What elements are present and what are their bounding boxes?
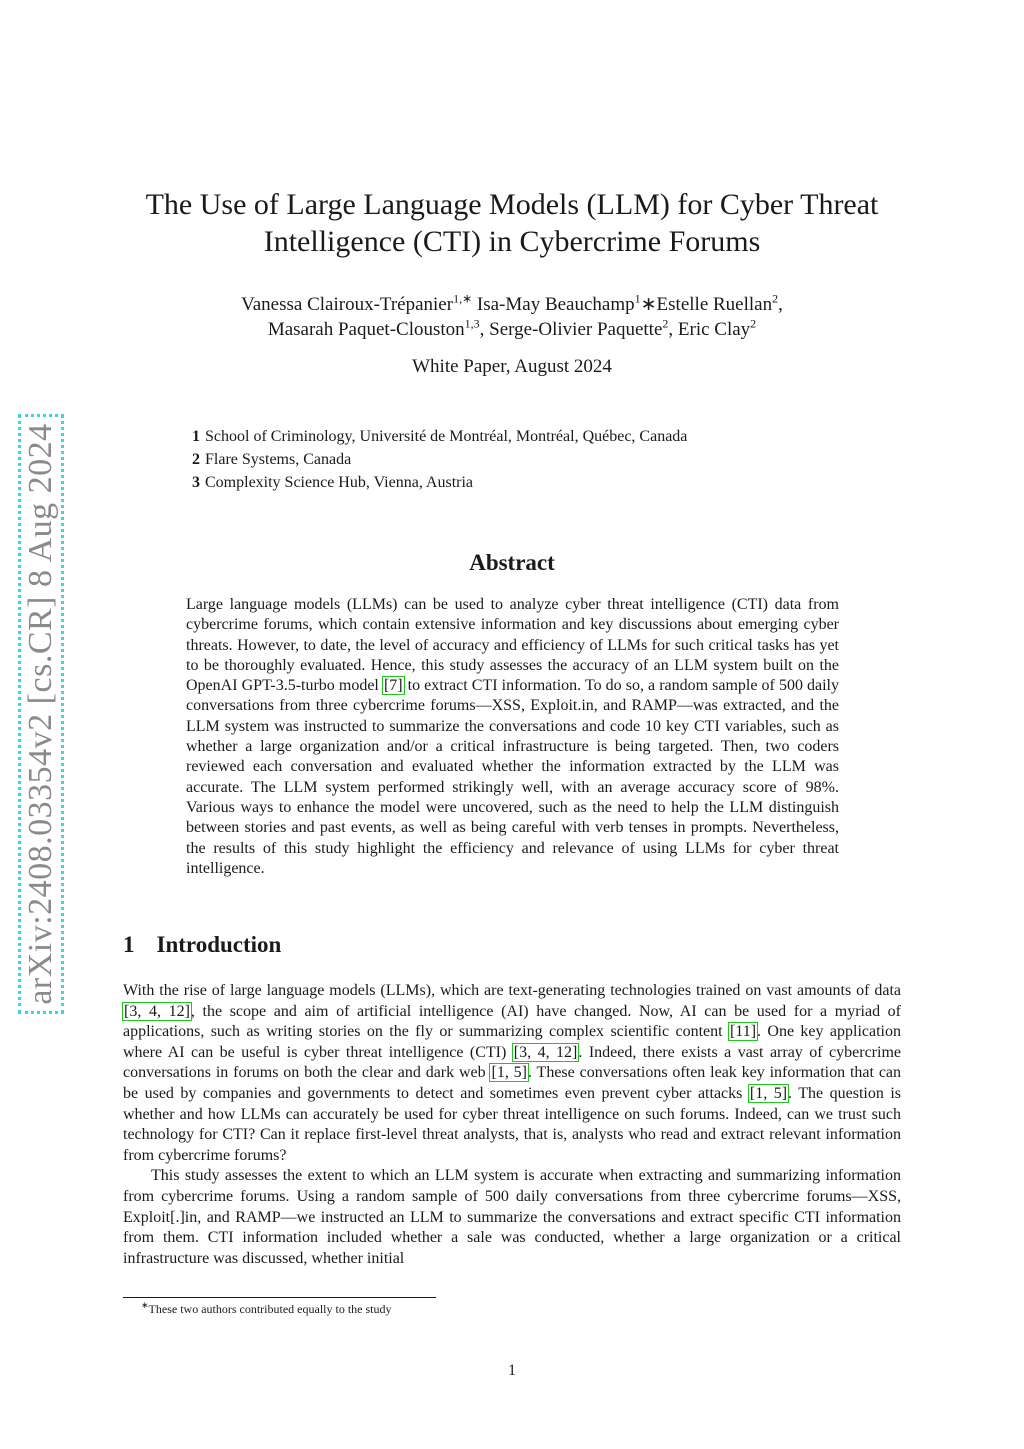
footnote-mark: ∗ (141, 1300, 149, 1310)
paragraph: This study assesses the extent to which an LLM system is accurate when extracting and summarizing information from cybercrime forums. Using a random sample of 500 daily conversations from three cybercrime forums—XSS, Exploit[.]in, and RAMP—we instructed an LLM to summarize the conversations and extract specific CTI information from them. CTI information included whether a sale was conducted, whether a large organization or a critical infrastructure was discussed, whether initial (123, 1167, 901, 1267)
affiliation-number: 1 (192, 428, 200, 445)
footnote (141, 1300, 392, 1317)
citation-link[interactable]: [3, 4, 12] (513, 1043, 578, 1061)
author-name: Vanessa Clairoux-Trépanier (241, 294, 454, 315)
affiliation-text: Complexity Science Hub, Vienna, Austria (205, 474, 474, 491)
abstract-text: to extract CTI information. To do so, a random sample of 500 daily conversations from three cybercrime forums—XSS, Exploit.in, and RAMP—was extracted, and the LLM system was instructed to summarize the conversations and code 10 key CTI variables, such as whether a large organization and/or a critical infrastructure is being targeted. Then, two coders reviewed each conversation and evaluated whether the information extracted by the LLM was accurate. The LLM system performed strikingly well, with an average accuracy score of 98%. Various ways to enhance the model were uncovered, such as the need to help the LLM distinguish between stories and past events, as well as being careful with verb tenses in prompts. Nevertheless, the results of this study highlight the efficiency and relevance of using LLMs for cyber threat intelligence. (186, 677, 839, 877)
author-line-1: Vanessa Clairoux-Trépanier$^{1,∗}$ Isa-May Beauchamp$^1$∗Estelle Ruellan$^2$, (241, 291, 783, 315)
author-affil-sup: 1,3 (464, 316, 480, 331)
affiliation-text: School of Criminology, Université de Montréal, Montréal, Québec, Canada (205, 428, 688, 445)
citation-link[interactable]: [3, 4, 12] (124, 1002, 190, 1020)
section-number: 1 (123, 932, 135, 957)
author-name: Masarah Paquet-Clouston (267, 319, 465, 340)
paragraph-text: With the rise of large language models (LLMs), which are text-generating technologies trained on vast amounts of data (123, 982, 901, 999)
paper-title (130, 186, 894, 260)
abstract-body (186, 595, 839, 879)
title-line-1: The Use of Large Language Models (LLM) for Cyber Threat (145, 188, 879, 221)
citation-link[interactable]: [11] (729, 1023, 757, 1041)
affiliation-item (192, 450, 892, 473)
section-title: Introduction (156, 932, 282, 957)
arxiv-stamp[interactable]: arXiv:2408.03354v2 [cs.CR] 8 Aug 2024 (22, 423, 59, 1005)
author-name: ∗Estelle Ruellan (640, 294, 773, 315)
author-affil-sup: 1,∗ (453, 291, 473, 306)
author-name: Isa-May Beauchamp (476, 294, 635, 315)
abstract-heading: Abstract (469, 550, 555, 575)
author-affil-sup: 2 (662, 316, 669, 331)
abstract-text: Large language models (LLMs) can be used to analyze cyber threat intelligence (CTI) data from cybercrime forums, which contain extensive information and key discussions about emerging cyber threats. However, to date, the level of accuracy and efficiency of LLMs for such critical tasks has yet to be thoroughly evaluated. Hence, this study assesses the accuracy of an LLM system built on the OpenAI GPT-3.5-turbo model (186, 596, 839, 695)
paragraph-text: . The question is whether and how LLMs can accurately be used for cyber threat intelligence on such forums. Indeed, can we trust such technology for CTI? Can it replace first-level threat analysts, that is, analysts who read and extract relevant information from cybercrime forums? (123, 1084, 901, 1164)
author-affil-sup: 2 (750, 316, 757, 331)
affiliation-number: 2 (192, 451, 200, 468)
author-affil-sup: 1 (634, 291, 641, 306)
affiliation-item (192, 427, 892, 450)
citation-link[interactable]: [1, 5] (749, 1084, 788, 1102)
paragraph-text: . One key application where AI can be useful is cyber threat intelligence (CTI) (123, 1023, 902, 1061)
paragraph-text: . Indeed, there exists a vast array of cybercrime conversations in forums on both the clear and dark web (123, 1043, 902, 1082)
author-name: Eric Clay (677, 319, 751, 340)
paragraph (123, 981, 901, 1166)
affiliation-text: Flare Systems, Canada (205, 451, 352, 468)
paragraph-text: , the scope and aim of artificial intelligence (AI) have changed. Now, AI can be used for a myriad of applications, such as writing stories on the fly or summarizing complex scientific content (123, 1002, 902, 1041)
paper-date: White Paper, August 2024 (412, 356, 612, 377)
author-list (150, 292, 874, 342)
author-line-2: Masarah Paquet-Clouston$^{1,3}$, Serge-Olivier Paquette$^2$, Eric Clay$^2$ (267, 316, 757, 340)
title-line-2: Intelligence (CTI) in Cybercrime Forums (263, 225, 761, 258)
introduction-body (123, 981, 901, 1269)
page-number: 1 (508, 1362, 516, 1379)
author-name: Serge-Olivier Paquette (489, 319, 663, 340)
citation-link[interactable]: [7] (383, 677, 403, 695)
affiliation-list (192, 427, 892, 496)
footnote-text: These two authors contributed equally to the study (148, 1302, 392, 1316)
author-affil-sup: 2 (772, 291, 779, 306)
section-heading (123, 932, 281, 958)
citation-link[interactable]: [1, 5] (491, 1064, 527, 1082)
paragraph-text: . These conversations often leak key information that can be used by companies and governments to detect and sometimes even prevent cyber attacks (123, 1064, 902, 1102)
footnote-rule (123, 1297, 436, 1298)
affiliation-number: 3 (192, 474, 200, 491)
affiliation-item (192, 473, 892, 496)
